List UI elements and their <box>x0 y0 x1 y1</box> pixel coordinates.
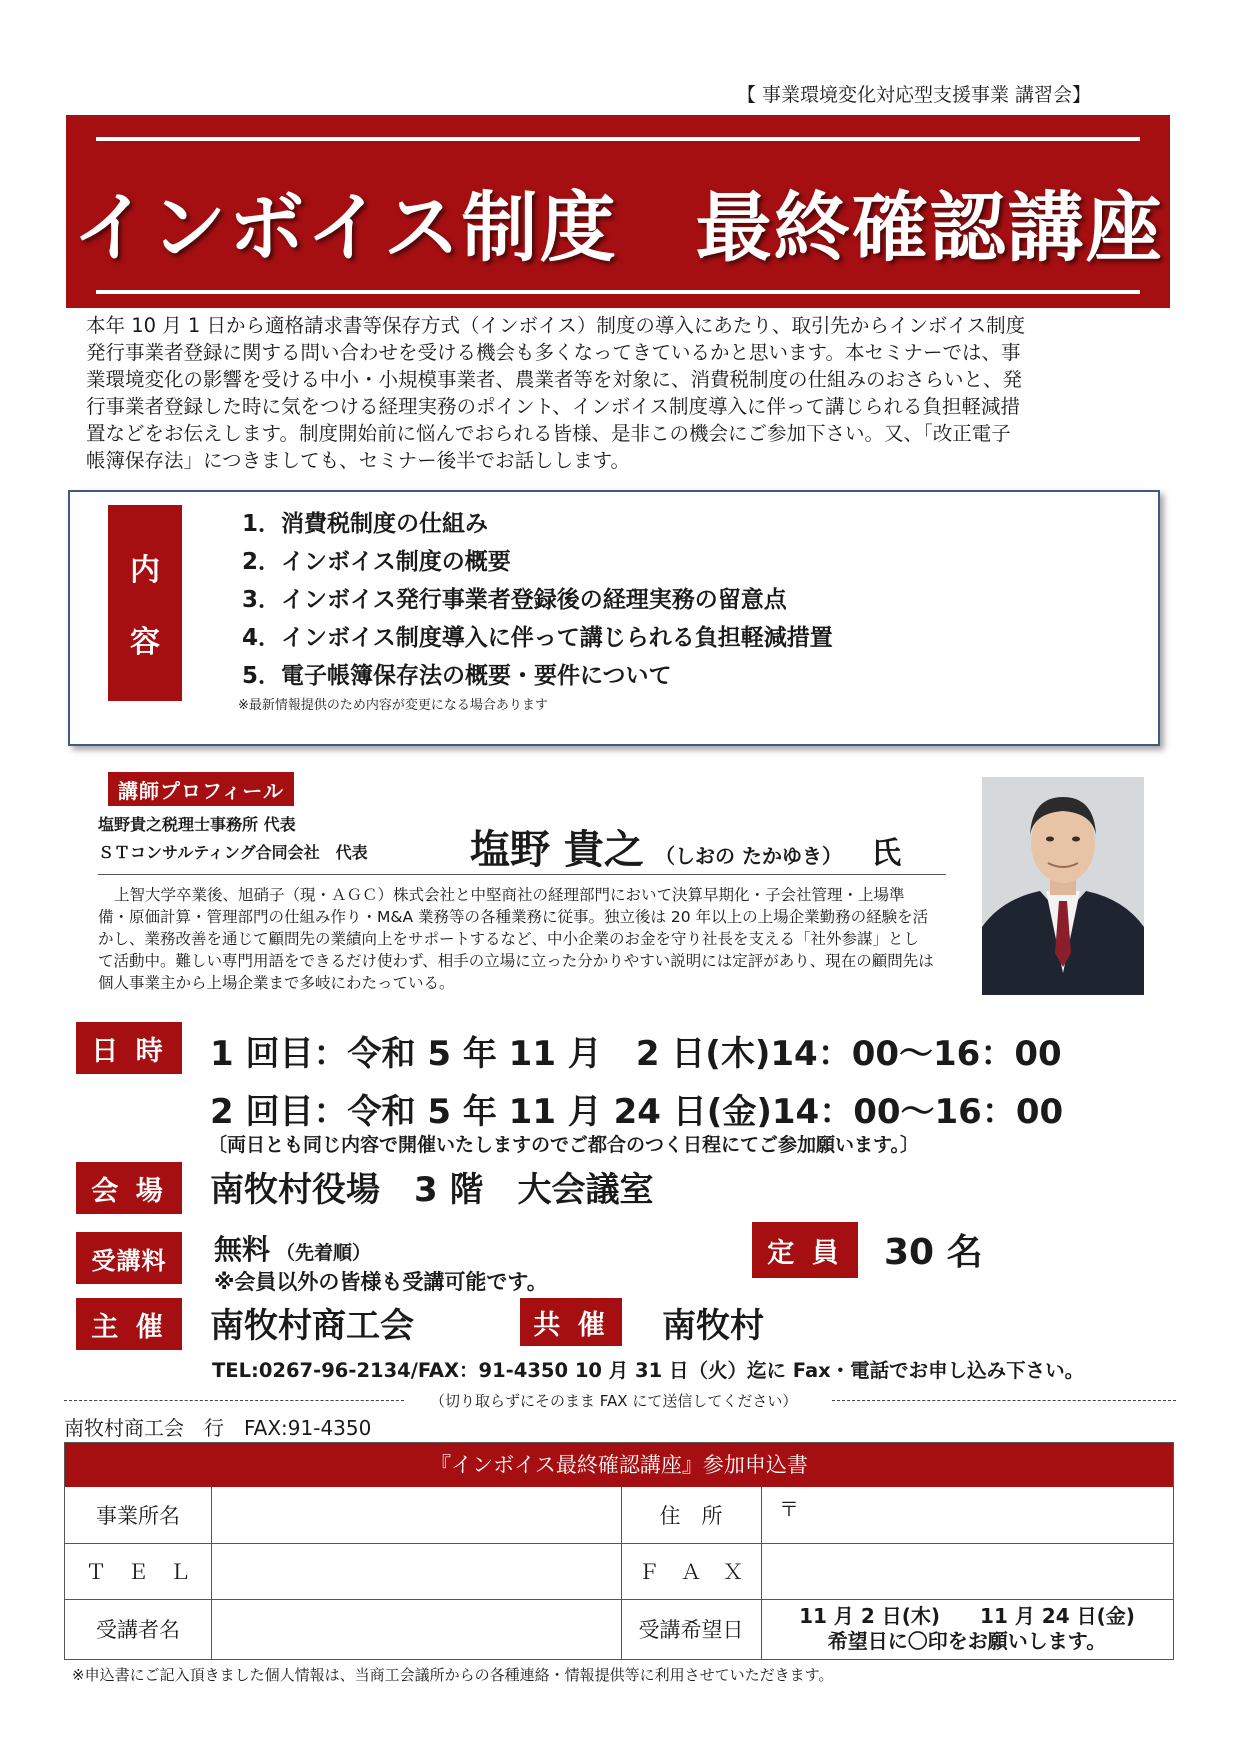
header-tag: 【 事業環境変化対応型支援事業 講習会】 <box>736 84 1091 106</box>
postal-mark: 〒 <box>779 1497 799 1521</box>
content-item: 3．インボイス発行事業者登録後の経理実務の留意点 <box>242 587 787 613</box>
fee-amount: 無料 <box>214 1233 271 1266</box>
privacy-note: ※申込書にご記入頂きました個人情報は、当商工会議所からの各種連絡・情報提供等に利用させていただきます。 <box>72 1666 834 1684</box>
lecturer-name-block <box>470 818 901 875</box>
lecturer-bio: 上智大学卒業後、旭硝子（現・ＡＧＣ）株式会社と中堅商社の経理部門において決算早期化・子会社管理・上場準備・原価計算・管理部門の仕組み作り・M&A 業務等の各種業務に従事。独立後は 20 年以上の上場企業勤務の経験を活かし、業務改善を通じて顧問先の業績向上をサポートするなど、中小企業のお金を守り社長を支える「社外参謀」として活動中。難しい専門用語をできるだけ使わず、相手の立場に立った分かりやすい説明には定評があり、現在の顧問先は個人事業主から上場企業まで多岐にわたっている。 <box>98 886 934 992</box>
intro-line: 帳簿保存法」につきましても、セミナー後半でお話しします。 <box>86 449 631 472</box>
cut-note: （切り取らずにそのまま FAX にて送信してください） <box>430 1392 798 1410</box>
lecturer-org-1: 塩野貴之税理士事務所 代表 <box>98 815 296 834</box>
fee-label: 受講料 <box>76 1232 182 1284</box>
business-name-field[interactable] <box>212 1488 621 1543</box>
cohost-value: 南牧村 <box>662 1306 764 1346</box>
content-item: 5．電子帳簿保存法の概要・要件について <box>242 663 672 689</box>
tel-field[interactable] <box>212 1544 621 1599</box>
content-note: ※最新情報提供のため内容が変更になる場合あります <box>238 698 548 713</box>
intro-text <box>86 312 1146 474</box>
content-item: 2．インボイス制度の概要 <box>242 549 511 575</box>
lecturer-reading: （しおの たかゆき） <box>655 844 842 868</box>
content-item: 4．インボイス制度導入に伴って講じられる負担軽減措置 <box>242 625 833 651</box>
tel-label: Ｔ Ｅ Ｌ <box>85 1560 191 1584</box>
preferred-date-options[interactable] <box>762 1599 1172 1659</box>
form-title: 『インボイス最終確認講座』参加申込書 <box>65 1443 1173 1487</box>
preferred-dates[interactable]: 11 月 2 日(木) 11 月 24 日(金) <box>799 1604 1135 1628</box>
preferred-date-label: 受講希望日 <box>638 1618 744 1642</box>
intro-line: 行事業者登録した時に気をつける経理実務のポイント、インボイス制度導入に伴って講じられる負担軽減措 <box>86 395 1021 418</box>
content-item: 1．消費税制度の仕組み <box>242 511 489 537</box>
intro-line: 置などをお伝えします。制度開始前に悩んでおられる皆様、是非この機会にご参加下さい。又、「改正電子 <box>86 422 1011 445</box>
title-band <box>66 115 1170 308</box>
lecturer-honorific: 氏 <box>871 836 902 871</box>
content-list <box>242 505 833 695</box>
intro-line: 発行事業者登録に関する問い合わせを受ける機会も多くなってきているかと思います。本セミナーでは、事 <box>86 341 1021 364</box>
application-form <box>64 1442 1174 1660</box>
date-label: 日 時 <box>76 1022 182 1074</box>
content-label <box>108 505 182 701</box>
fee-note: （先着順） <box>276 1242 372 1264</box>
lecturer-portrait-icon <box>982 777 1144 995</box>
fax-label: Ｆ Ａ Ｘ <box>638 1560 744 1584</box>
host-value: 南牧村商工会 <box>210 1306 414 1346</box>
intro-line: 本年 10 月 1 日から適格請求書等保存方式（インボイス）制度の導入にあたり、取引先からインボイス制度 <box>86 314 1026 337</box>
profile-divider <box>98 874 946 875</box>
capacity-value: 30 名 <box>884 1232 983 1273</box>
attendee-label: 受講者名 <box>96 1618 180 1642</box>
content-label-char: 内 <box>130 553 160 588</box>
profile-label: 講師プロフィール <box>108 772 294 806</box>
lecturer-org-2: ＳＴコンサルティング合同会社 代表 <box>98 843 368 862</box>
attendee-field[interactable] <box>212 1600 621 1658</box>
intro-line: 業環境変化の影響を受ける中小・小規模事業者、農業者等を対象に、消費税制度の仕組みのおさらいと、発 <box>86 368 1023 391</box>
cut-line-right <box>832 1400 1176 1401</box>
fax-field[interactable] <box>762 1544 1172 1599</box>
title-bottom-rule <box>96 290 1140 294</box>
address-label: 住 所 <box>659 1504 723 1528</box>
address-field[interactable] <box>762 1513 1172 1543</box>
venue-label: 会 場 <box>76 1162 182 1214</box>
lecturer-photo <box>982 777 1144 995</box>
page-title: インボイス制度 最終確認講座 <box>72 183 1164 272</box>
business-name-label: 事業所名 <box>96 1504 180 1528</box>
content-label-char: 容 <box>130 625 160 660</box>
cut-line-left <box>64 1400 404 1401</box>
capacity-label: 定 員 <box>752 1222 858 1278</box>
date-note: 〔両日とも同じ内容で開催いたしますのでご都合のつく日程にてご参加願います。〕 <box>208 1134 919 1156</box>
fee-value <box>214 1228 371 1268</box>
fee-sub-note: ※会員以外の皆様も受講可能です。 <box>214 1270 548 1294</box>
contact-info: TEL:0267-96-2134/FAX：91-4350 10 月 31 日（火）迄に Fax・電話でお申し込み下さい。 <box>212 1359 1085 1382</box>
session-date-1: 1 回目：令和 5 年 11 月 2 日(木)14：00～16：00 <box>210 1034 1062 1074</box>
lecturer-name: 塩野 貴之 <box>470 827 644 873</box>
host-label: 主 催 <box>76 1298 182 1350</box>
preferred-date-note: 希望日に〇印をお願いします。 <box>827 1629 1107 1653</box>
venue: 南牧村役場 3 階 大会議室 <box>210 1170 654 1210</box>
title-top-rule <box>96 137 1140 141</box>
cohost-label: 共 催 <box>520 1298 622 1346</box>
session-date-2: 2 回目：令和 5 年 11 月 24 日(金)14：00～16：00 <box>210 1092 1064 1132</box>
fax-to: 南牧村商工会 行 FAX:91-4350 <box>64 1416 372 1440</box>
